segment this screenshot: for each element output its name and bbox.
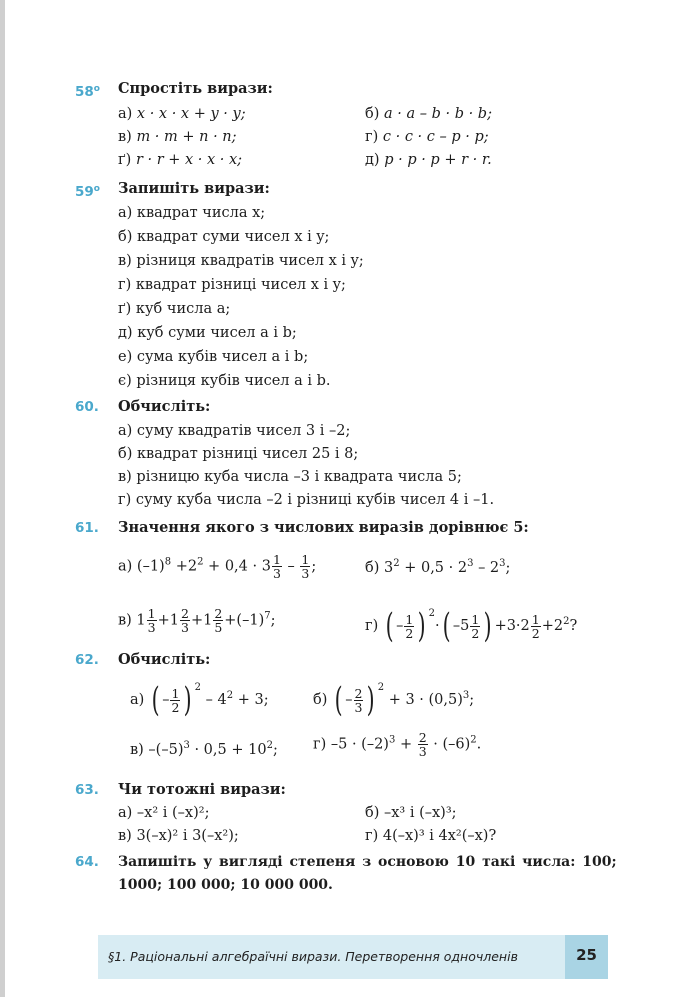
item-g: г) 4(–x)³ і 4x²(–x)? [365, 828, 497, 844]
problem-heading: Обчисліть: [118, 398, 211, 415]
item-b: б) a · a – b · b · b; [365, 106, 492, 122]
item-b: б) –x³ і (–x)³; [365, 805, 457, 821]
item-a: а) x · x · x + y · y; [118, 106, 246, 122]
list-item: г) квадрат різниці чисел x і y; [118, 277, 346, 293]
problem-heading: Спростіть вирази: [118, 80, 273, 97]
item-g: г) c · c · c – p · p; [365, 129, 489, 145]
problem-heading: Значення якого з числових виразів дорівнює 5: [118, 519, 529, 536]
list-item: г) суму куба числа –2 і різниці кубів чисел 4 і –1. [118, 492, 495, 508]
list-item: ґ) куб числа a; [118, 301, 231, 317]
expr-61g: г) ( – $\frac{1}{2}$ ) $^2$·( –5 $\frac{1}{2}$ ) +3·2 $\frac{1}{2}$ $+2^2$? [365, 606, 578, 646]
list-item: е) сума кубів чисел a і b; [118, 349, 309, 365]
list-item: а) квадрат числа x; [118, 205, 266, 221]
list-item: в) різниця квадратів чисел x і y; [118, 253, 364, 269]
expr-62g: г) $-5 \cdot (-2)^3$ + $\frac{2}{3}$ · $(-6)^2$. [313, 730, 482, 759]
expr-61b: б) $3^2 + 0,5 \cdot 2^3 - 2^3$; [365, 558, 511, 576]
problem-heading-cont: 1000; 100 000; 10 000 000. [118, 877, 333, 893]
item-v: в) 3(–x)² і 3(–x²); [118, 828, 239, 844]
chapter-title: §1. Раціональні алгебраїчні вирази. Перетворення одночленів [108, 949, 518, 964]
list-item: в) різницю куба числа –3 і квадрата числа 5; [118, 469, 462, 485]
page-number: 25 [576, 946, 597, 964]
problem-number: 60. [75, 399, 99, 415]
problem-heading: Обчисліть: [118, 651, 211, 668]
list-item: д) куб суми чисел a і b; [118, 325, 297, 341]
problem-number: 63. [75, 782, 99, 798]
problem-heading: Запишіть у вигляді степеня з основою 10 такі числа: 100; [118, 854, 617, 870]
problem-number: $58^о$ [75, 84, 100, 100]
list-item: б) квадрат суми чисел x і y; [118, 229, 330, 245]
problem-heading: Чи тотожні вирази: [118, 781, 286, 798]
expr-62b: б) ( – $\frac{2}{3}$ ) $^2 + 3 \cdot (0,5)^3$; [313, 680, 475, 720]
expr-62v: в) $-(-5)^3 \cdot 0,5 + 10^2$; [130, 740, 278, 758]
expr-61v: в) 1 $\frac{1}{3}$ +1 $\frac{2}{3}$ +1 $\frac{2}{5}$ $+(-1)^7$; [118, 606, 276, 635]
problem-number: 64. [75, 854, 99, 870]
problem-number: 61. [75, 520, 99, 536]
problem-number: 62. [75, 652, 99, 668]
expr-62a: а) ( – $\frac{1}{2}$ ) $^2 - 4^2 + 3$; [130, 680, 269, 720]
list-item: а) суму квадратів чисел 3 і –2; [118, 423, 351, 439]
item-d: д) p · p · p + r · r. [365, 152, 492, 168]
item-v: в) m · m + n · n; [118, 129, 237, 145]
expr-61a: а) $(-1)^8 +2^2 + 0,4 \cdot 3$ $\frac{1}{3}$ – $\frac{1}{3}$ ; [118, 552, 317, 581]
list-item: є) різниця кубів чисел a і b. [118, 373, 331, 389]
item-a: а) –x² і (–x)²; [118, 805, 210, 821]
list-item: б) квадрат різниці чисел 25 і 8; [118, 446, 359, 462]
item-gg: ґ) r · r + x · x · x; [118, 152, 243, 168]
problem-heading: Запишіть вирази: [118, 180, 270, 197]
problem-number: $59^о$ [75, 184, 100, 200]
